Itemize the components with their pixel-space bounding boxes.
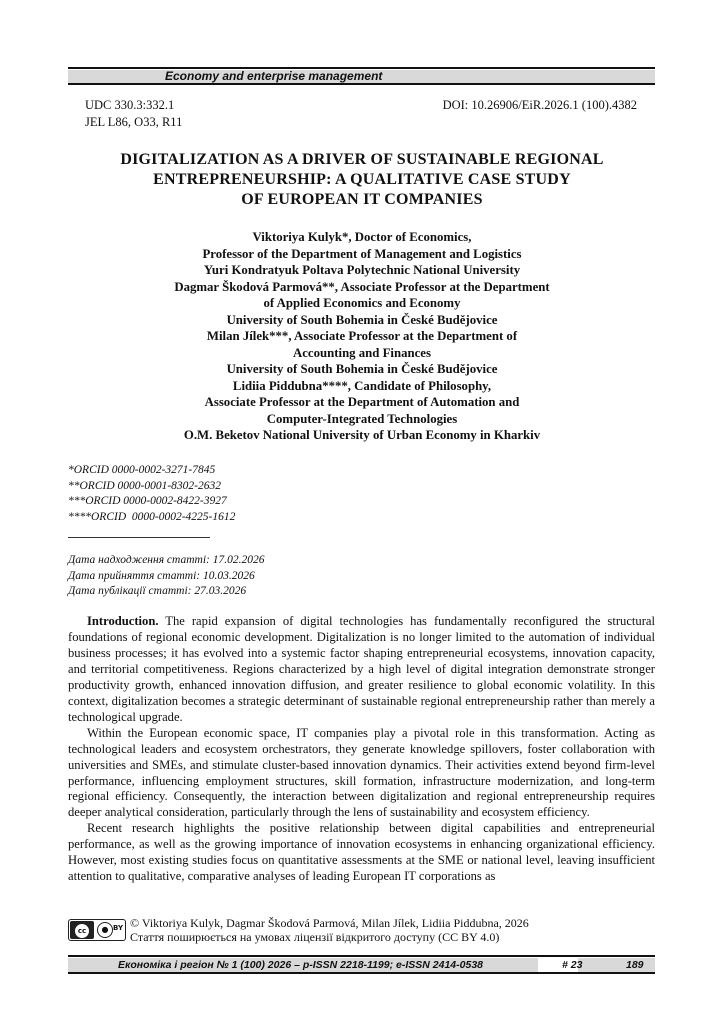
author-line: University of South Bohemia in České Budějovice: [226, 312, 498, 327]
article-dates: [68, 553, 264, 600]
date-received: Дата надходження статті: 17.02.2026: [68, 554, 265, 566]
cc-symbol: cc: [74, 923, 90, 939]
issue-number: # 23: [562, 959, 583, 971]
udc-code: UDC 330.3:332.1: [85, 98, 175, 112]
author-line: Dagmar Škodová Parmová**, Associate Professor at the Department: [174, 279, 550, 294]
author-line: Associate Professor at the Department of Automation and: [204, 395, 520, 409]
section-title: Economy and enterprise management: [165, 69, 383, 83]
author-line: Professor of the Department of Management and Logistics: [202, 246, 522, 261]
author-line: O.M. Beketov National University of Urban Economy in Kharkiv: [183, 428, 541, 442]
separator-line: [68, 537, 210, 538]
orcid-item[interactable]: ****ORCID 0000-0002-4225-1612: [68, 510, 236, 523]
cc-by-icon[interactable]: [68, 919, 126, 941]
copyright-line: © Viktoriya Kulyk, Dagmar Škodová Parmová, Milan Jílek, Lidiia Piddubna, 2026: [130, 916, 529, 930]
orcid-item[interactable]: **ORCID 0000-0001-8302-2632: [68, 479, 221, 492]
license-terms: Стаття поширюється на умовах ліцензії відкритого доступу (CC BY 4.0): [130, 929, 500, 944]
author-line: Yuri Kondratyuk Poltava Polytechnic National University: [203, 263, 521, 277]
license-block: [130, 917, 529, 944]
title-line: OF EUROPEAN IT COMPANIES: [241, 191, 483, 208]
jel-code: JEL L86, O33, R11: [85, 115, 183, 129]
body-paragraph: [68, 614, 655, 726]
title-line: ENTREPRENEURSHIP: A QUALITATIVE CASE STUDY: [153, 171, 571, 188]
orcid-item[interactable]: *ORCID 0000-0002-3271-7845: [68, 464, 216, 476]
intro-heading: Introduction.: [87, 614, 159, 628]
orcid-item[interactable]: ***ORCID 0000-0002-8422-3927: [68, 495, 227, 507]
date-accepted: Дата прийняття статті: 10.03.2026: [68, 569, 255, 582]
author-block: [60, 229, 664, 444]
paragraph-text: The rapid expansion of digital technologies has fundamentally reconfigured the structural foundations of regional economic development. Digitalization is no longer limited to the automation of individual business processes; it has evolved into a systemic factor shaping entrepreneurial ecosystems, innovation capacity, and territorial competitiveness. Regions characterized by a high level of digital integration demonstrate stronger productivity growth, enhanced innovation diffusion, and greater resilience to global economic volatility. In this context, digitalization becomes a strategic determinant of sustainable regional entrepreneurship rather than merely a technological upgrade.: [68, 614, 655, 724]
author-line: Milan Jílek***, Associate Professor at the Department of: [206, 329, 518, 343]
footer-rule-bottom: [68, 972, 655, 974]
doi: DOI: 10.26906/EiR.2026.1 (100).4382: [442, 98, 637, 112]
body-paragraph: Recent research highlights the positive relationship between digital capabilities and entrepreneurial performance, as well as the growing importance of innovation ecosystems in enhancing organizational efficiency. However, most existing studies focus on quantitative assessments at the SME or national level, leaving insufficient attention to qualitative, comparative analyses of leading European IT corporations as: [68, 821, 655, 884]
by-label: BY: [113, 924, 124, 932]
author-line: of Applied Economics and Economy: [263, 296, 461, 310]
article-title: [60, 150, 664, 210]
date-published: Дата публікації статті: 27.03.2026: [68, 585, 247, 597]
author-line: University of South Bohemia in České Budějovice: [226, 362, 498, 376]
journal-info: Економіка і регіон № 1 (100) 2026 – p-ISSN 2218-1199; e-ISSN 2414-0538: [118, 959, 483, 971]
author-line: Lidiia Piddubna****, Candidate of Philosophy,: [232, 378, 492, 393]
cc-logo-panel: [70, 921, 94, 939]
footer-rule-top: [68, 955, 655, 957]
author-line: Viktoriya Kulyk*, Doctor of Economics,: [252, 230, 472, 244]
orcid-list: [68, 463, 235, 525]
author-line: Accounting and Finances: [293, 345, 431, 360]
title-line: DIGITALIZATION AS A DRIVER OF SUSTAINABLE REGIONAL: [120, 151, 604, 168]
article-body: [68, 614, 655, 885]
body-paragraph: Within the European economic space, IT companies play a pivotal role in this transformation. Acting as technological leaders and ecosystem orchestrators, they generate knowledge spillovers, foster collaboration with universities and SMEs, and stimulate cluster-based innovation dynamics. Their activities extend beyond firm-level performance, influencing employment structures, skill formation, infrastructure modernization, and long-term regional efficiency. Consequently, the interaction between digitalization and regional entrepreneurship requires deeper analytical consideration, particularly through the lens of sustainability and ecosystem efficiency.: [68, 725, 655, 820]
author-line: Computer-Integrated Technologies: [266, 411, 458, 426]
by-person-icon: ●: [97, 922, 113, 938]
page-number: 189: [626, 959, 644, 971]
